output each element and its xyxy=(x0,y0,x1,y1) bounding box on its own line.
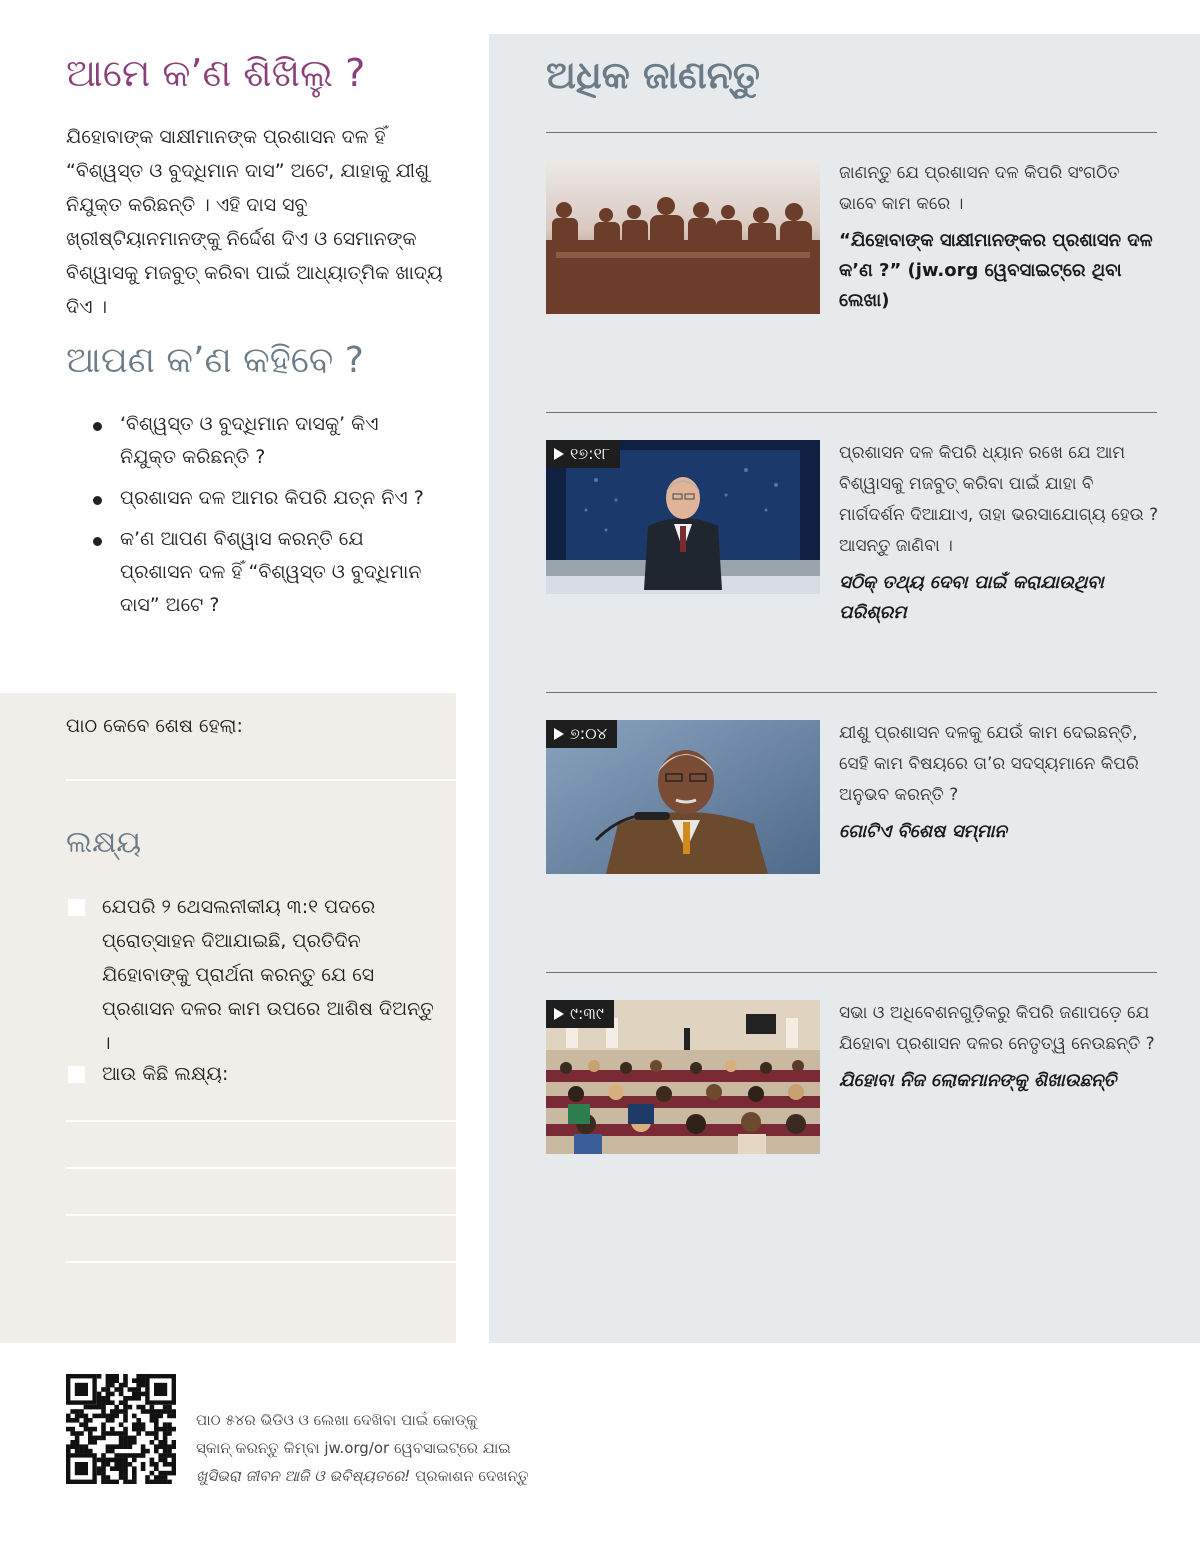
publication-title[interactable]: ଖୁସିଭରା ଜୀବନ ଆଜି ଓ ଭବିଷ୍ୟତରେ! xyxy=(196,1467,411,1485)
goal-checkbox[interactable] xyxy=(68,899,85,916)
writing-line[interactable] xyxy=(66,1167,456,1169)
video-link[interactable]: ସଠିକ୍‌ ତଥ୍ୟ ଦେବା ପାଇଁ କରାଯାଉଥିବା ପରିଶ୍ରମ xyxy=(839,572,1104,623)
play-icon xyxy=(554,1008,564,1020)
footer-note xyxy=(196,1406,596,1490)
section-divider xyxy=(546,412,1157,413)
video-link[interactable]: ଗୋଟିଏ ବିଶେଷ ସମ୍ମାନ xyxy=(839,821,1007,842)
question-item: ପ୍ରଶାସନ ଦଳ ଆମର କିପରି ଯତ୍ନ ନିଏ ? xyxy=(90,482,440,515)
article-thumbnail[interactable] xyxy=(546,160,820,314)
entry-description: ଯୀଶୁ ପ୍ରଶାସନ ଦଳକୁ ଯେଉଁ କାମ ଦେଇଛନ୍ତି, ସେହି କାମ ବିଷୟରେ ତା’ର ସଦସ୍ୟମାନେ କିପରି ଅନୁଭବ କରନ୍ତି ? xyxy=(839,723,1139,805)
entry-text xyxy=(839,998,1159,1096)
section-divider xyxy=(546,692,1157,693)
footer-line: ପାଠ ୫୪ର ଭିଡିଓ ଓ ଲେଖା ଦେଖିବା ପାଇଁ କୋଡ୍‌କୁ xyxy=(196,1411,478,1429)
video-thumbnail[interactable] xyxy=(546,720,820,874)
board-silhouette-image xyxy=(546,160,820,314)
article-link[interactable]: “ଯିହୋବାଙ୍କ ସାକ୍ଷୀମାନଙ୍କର ପ୍ରଶାସନ ଦଳ କ’ଣ ?” (jw.org ୱେବସାଇଟ୍‌ରେ ଥିବା ଲେଖା) xyxy=(839,230,1153,311)
goal-item xyxy=(68,1057,438,1091)
left-column xyxy=(0,0,489,693)
video-duration-badge xyxy=(546,440,620,468)
video-duration-badge xyxy=(546,1000,614,1028)
footer-line-rest: ପ୍ରକାଶନ ଦେଖନ୍ତୁ xyxy=(410,1467,529,1485)
goal-checkbox[interactable] xyxy=(68,1066,85,1083)
duration-text: ୯:୩୯ xyxy=(570,1004,604,1023)
learn-summary: ଯିହୋବାଙ୍କ ସାକ୍ଷୀମାନଙ୍କ ପ୍ରଶାସନ ଦଳ ହିଁ “ବିଶ୍ୱସ୍ତ ଓ ବୁଦ୍ଧିମାନ ଦାସ” ଅଟେ, ଯାହାକୁ ଯୀଶୁ ନିଯୁକ୍ତ କରିଛନ୍ତି । ଏହି ଦାସ ସବୁ ଖ୍ରୀଷ୍ଟିୟାନମାନଙ୍କୁ ନିର୍ଦ୍ଦେଶ ଦିଏ ଓ ସେମାନଙ୍କ ବିଶ୍ୱାସକୁ ମଜବୁତ୍‌ କରିବା ପାଇଁ ଆଧ୍ୟାତ୍ମିକ ଖାଦ୍ୟ ଦିଏ । xyxy=(66,126,443,318)
completion-date-line[interactable] xyxy=(66,779,456,781)
entry-text xyxy=(839,718,1159,847)
goals-panel xyxy=(0,693,456,1343)
video-thumbnail[interactable] xyxy=(546,1000,820,1154)
learn-heading: ଆମେ କ’ଣ ଶିଖିଲୁ ? xyxy=(66,51,366,95)
footer-line xyxy=(196,1462,596,1490)
goal-text: ଯେପରି ୨ ଥେସଲନୀକୀୟ ୩:୧ ପଦରେ ପ୍ରୋତ୍ସାହନ ଦିଆଯାଇଛି, ପ୍ରତିଦିନ ଯିହୋବାଙ୍କୁ ପ୍ରାର୍ଥନା କରନ୍ତୁ ଯେ ସେ ପ୍ରଶାସନ ଦଳର କାମ ଉପରେ ଆଶିଷ ଦିଅନ୍ତୁ । xyxy=(102,896,434,1054)
say-heading: ଆପଣ କ’ଣ କହିବେ ? xyxy=(66,340,364,381)
qr-code-icon[interactable] xyxy=(66,1374,176,1484)
learn-more-panel xyxy=(489,34,1200,1343)
goals-heading: ଲକ୍ଷ୍ୟ xyxy=(66,825,142,860)
duration-text: ୭:୦୪ xyxy=(570,724,608,743)
question-item: କ’ଣ ଆପଣ ବିଶ୍ୱାସ କରନ୍ତି ଯେ ପ୍ରଶାସନ ଦଳ ହିଁ “ବିଶ୍ୱସ୍ତ ଓ ବୁଦ୍ଧିମାନ ଦାସ” ଅଟେ ? xyxy=(90,523,440,622)
section-divider xyxy=(546,132,1157,133)
entry-description: ସଭା ଓ ଅଧିବେଶନଗୁଡ଼ିକରୁ କିପରି ଜଣାପଡ଼େ ଯେ ଯିହୋବା ପ୍ରଶାସନ ଦଳର ନେତୃତ୍ୱ ନେଉଛନ୍ତି ? xyxy=(839,1003,1155,1054)
video-thumbnail[interactable] xyxy=(546,440,820,594)
completion-date-label: ପାଠ କେବେ ଶେଷ ହେଲା: xyxy=(66,715,243,737)
video-duration-badge xyxy=(546,720,617,748)
learn-more-heading: ଅଧିକ ଜାଣନ୍ତୁ xyxy=(546,53,760,97)
footer-line: ସ୍କାନ୍‌ କରନ୍ତୁ କିମ୍ବା jw.org/or ୱେବସାଇଟ୍‌ରେ ଯାଇ xyxy=(196,1439,511,1457)
entry-description: ପ୍ରଶାସନ ଦଳ କିପରି ଧ୍ୟାନ ରଖେ ଯେ ଆମ ବିଶ୍ୱାସକୁ ମଜବୁତ୍‌ କରିବା ପାଇଁ ଯାହା ବି ମାର୍ଗଦର୍ଶନ ଦିଆଯାଏ, ତାହା ଭରସାଯୋଗ୍ୟ ହେଉ ? ଆସନ୍ତୁ ଜାଣିବା । xyxy=(839,443,1159,556)
section-divider xyxy=(546,972,1157,973)
entry-text xyxy=(839,158,1159,316)
entry-text xyxy=(839,438,1159,628)
duration-text: ୧୭:୧୮ xyxy=(570,444,611,463)
play-icon xyxy=(554,728,564,740)
video-link[interactable]: ଯିହୋବା ନିଜ ଲୋକମାନଙ୍କୁ ଶିଖାଉଛନ୍ତି xyxy=(839,1070,1117,1091)
entry-description: ଜାଣନ୍ତୁ ଯେ ପ୍ରଶାସନ ଦଳ କିପରି ସଂଗଠିତ ଭାବେ କାମ କରେ । xyxy=(839,163,1120,214)
writing-line[interactable] xyxy=(66,1214,456,1216)
writing-line[interactable] xyxy=(66,1120,456,1122)
question-list xyxy=(90,408,440,630)
goal-text: ଆଉ କିଛି ଲକ୍ଷ୍ୟ: xyxy=(102,1063,229,1085)
qr-code-graphic xyxy=(66,1374,176,1484)
play-icon xyxy=(554,448,564,460)
question-item: ‘ବିଶ୍ୱସ୍ତ ଓ ବୁଦ୍ଧିମାନ ଦାସକୁ’ କିଏ ନିଯୁକ୍ତ କରିଛନ୍ତି ? xyxy=(90,408,440,474)
writing-line[interactable] xyxy=(66,1261,456,1263)
goal-item xyxy=(68,890,438,1060)
